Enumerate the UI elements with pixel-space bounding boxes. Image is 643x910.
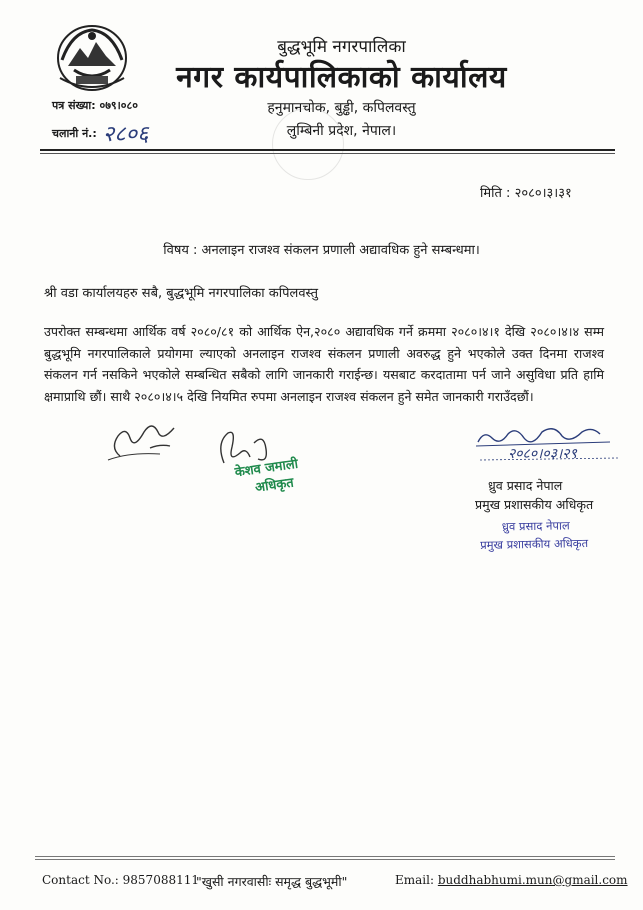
- footer-email-label: Email:: [395, 873, 435, 887]
- reference-number: पत्र संख्या: ०७९।०८०: [52, 99, 138, 112]
- signatory-stamp: [480, 516, 589, 554]
- letter-subject: विषय : अनलाइन राजश्व संकलन प्रणाली अद्यावधिक हुने सम्बन्धमा।: [163, 243, 480, 258]
- footer-motto: "खुसी नगरवासीः समृद्ध बुद्धभूमी": [196, 874, 348, 889]
- letter-addressee: श्री वडा कार्यालयहरु सबै, बुद्धभूमि नगरपालिका कपिलवस्तु: [44, 286, 319, 301]
- footer-email-link[interactable]: buddhabhumi.mun@gmail.com: [437, 873, 628, 887]
- signature-right: [470, 420, 620, 470]
- footer-divider-2: [35, 859, 615, 860]
- signatory-title: प्रमुख प्रशासकीय अधिकृत: [475, 497, 594, 512]
- letter-body: उपरोक्त सम्बन्धमा आर्थिक वर्ष २०८०/८१ को आर्थिक ऐन,२०८० अद्यावधिक गर्ने क्रममा २०८०।४।१ देखि २०८०।४।४ सम्म बुद्धभूमि नगरपालिकाले प्रयोगमा ल्याएको अनलाइन राजश्व संकलन प्रणाली अवरुद्ध हुने भएकोले उक्त दिनमा राजश्व संकलन गर्न नसकिने भएकोले सम्बन्धित सबैको लागि जानकारी गराईन्छ। यसबाट करदातामा पर्न जाने असुविधा प्रति हामि क्षमाप्राथि छौं। साथै २०८०।४।५ देखि नियमित रुपमा अनलाइन राजश्व संकलन हुने समेत जानकारी गराउँदछौं।: [44, 324, 604, 404]
- dispatch-number: [52, 114, 149, 147]
- signature-left: [100, 408, 190, 468]
- green-officer-stamp: [234, 456, 302, 500]
- footer-email: [395, 873, 628, 887]
- address-line-1: हनुमानचोक, बुड्ढी, कपिलवस्तु: [267, 100, 416, 116]
- stamp-name: ध्रुव प्रसाद नेपाल: [501, 518, 570, 534]
- stamp-title: प्रमुख प्रशासकीय अधिकृत: [480, 536, 589, 552]
- dispatch-number-label: चलानी नं.:: [52, 127, 97, 140]
- green-stamp-name: केशव जमाली: [233, 456, 299, 481]
- dispatch-number-value: २८०६: [102, 122, 149, 147]
- header-divider-thin: [40, 153, 615, 154]
- letter-date: मिति : २०८०।३।३१: [480, 186, 572, 201]
- green-stamp-title: अधिकृत: [254, 475, 295, 496]
- address-line-2: लुम्बिनी प्रदेश, नेपाल।: [286, 123, 397, 139]
- handwritten-date: २०८०।०३।२९: [508, 446, 577, 462]
- header-divider: [40, 149, 615, 151]
- footer-divider: [35, 856, 615, 857]
- faint-office-seal: [272, 108, 344, 180]
- municipality-name: बुद्धभूमि नगरपालिका: [277, 37, 406, 57]
- footer-contact: Contact No.: 9857088111: [42, 873, 200, 887]
- office-name: नगर कार्यपालिकाको कार्यालय: [176, 60, 507, 95]
- signatory-name: ध्रुव प्रसाद नेपाल: [488, 478, 563, 493]
